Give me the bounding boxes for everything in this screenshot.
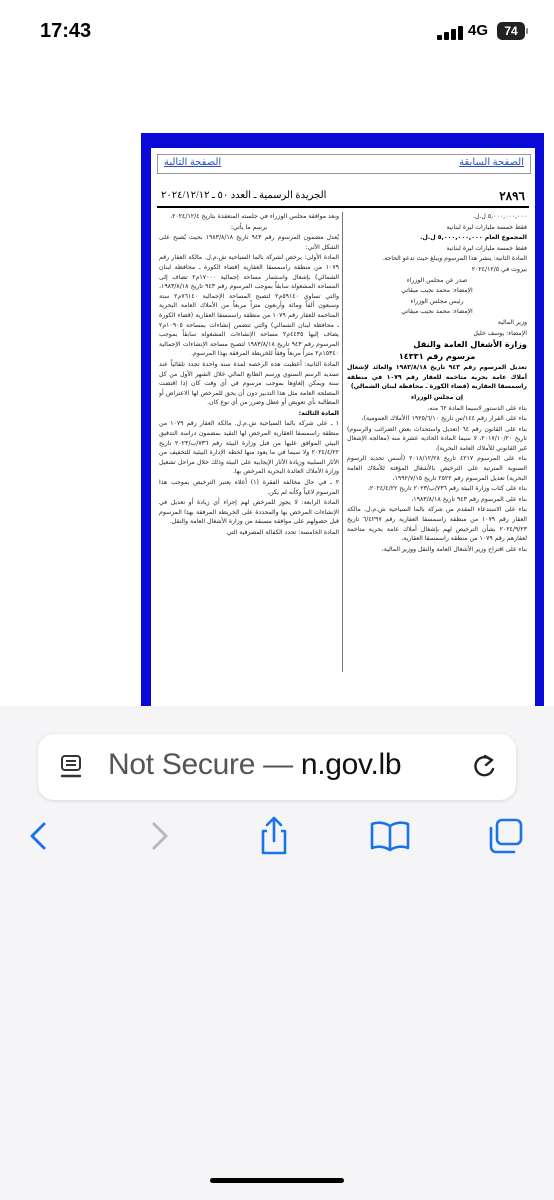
paragraph: بناء على المرسوم ٤٢١٧ تاريخ ٢٠١٨/١٢/٢٨ (أسس تحديد الرسوم السنوية المترتبة على الترخيص بالأشغال المؤقتة للأملاك العامة البحرية) تعديل المرسوم رقم ٢٥٢٢ تاريخ ١٩٩٢/٧/١٥، <box>347 455 527 482</box>
tabs-icon[interactable] <box>484 814 528 858</box>
ministry-heading: وزارة الأشغال العامة والنقل <box>413 339 527 350</box>
paragraph: رئيس مجلس الوزراء <box>410 297 464 305</box>
url-text[interactable] <box>108 748 401 782</box>
paragraph: المادة الأولى: يرخص لشركة بالما السياحية ش.م.ل. مالكة العقار رقم ١٠٧٩ من منطقة راسمسقا العقارية (قضاء الكورة ـ محافظة لبنان الشمالي) بإشغال واستثمار مساحة إجمالية ١٧٠٠٠م٢ تضاف إلى المساحة المشغولة سابقاً بموجب المرسوم رقم ٩٤٣ تاريخ ١٩٨٣/٨/١٨، والتي تساوي ٥٩١٤٠م٢ لتصبح المساحة الإجمالية ٧٦١٤٠م٢ ستة وسبعون ألفاً ومائة وأربعون متراً مربعاً من الأملاك العامة البحرية المتاخمة للعقار رقم ١٠٧٩ من منطقة راسمسقا العقارية (قضاء الكورة ـ محافظة لبنان الشمالي) والتي تتضمن إنشاءات بمساحة ١٠٩٠٥م٢ يضاف إليها ٤٤٣٥م٢ مساحة الإنشاءات المشغولة سابقاً بموجب المرسوم رقم ٩٤٣ تاريخ ١٩٨٣/٨/١٨ لتصبح مساحة الإنشاءات الإجمالية ١٥٣٤٠م٢ متراً مربعاً وفقاً للخريطة المرفقة بهذا المرسوم. <box>159 254 339 358</box>
paragraph: بناء على القانون رقم ٦٤ (تعديل واستحداث بعض الضرائب والرسوم) تاريخ ٢٠١٧/١٠/٢٠، لا سيما المادة الحادية عشرة منه (معالجة الإشغال غير القانوني للأملاك العامة البحرية)، <box>347 425 527 452</box>
paragraph: المادة الرابعة: لا يجوز للمرخص لهم إجراء أي زيادة أو تعديل في الإنشاءات المرخص بها والمحددة على الخريطة المرفقة بهذا المرسوم قبل حصولهم على موافقة مسبقة من وزارة الأشغال العامة والنقل. <box>159 499 339 526</box>
decree-title: تعديل المرسوم رقم ٩٤٣ تاريخ ١٩٨٣/٨/١٨ والعائد لإشغال أملاك عامة بحرية متاخمة للعقار رقم ١٠٧٩ في منطقة راسمسقا العقارية (قضاء الكورة ـ محافظة لبنان الشمالي) <box>347 364 527 391</box>
share-icon[interactable] <box>252 814 296 858</box>
issue-line: الجريدة الرسمية ـ العدد ٥٠ ـ ٢٠٢٤/١٢/١٢ <box>161 190 327 201</box>
web-content[interactable] <box>0 64 554 706</box>
paragraph: بيروت في ٢٠٢٤/١٢/٥ <box>471 265 527 273</box>
paragraph: بناء على كتاب وزارة البيئة رقم ٧٣٦/ب/٢٠٢٣ تاريخ ٢٠٢٤/٤/٢٢، <box>367 485 527 493</box>
paragraph: وزير المالية <box>497 318 527 326</box>
right-column <box>347 212 527 672</box>
gazette-header <box>157 188 529 208</box>
prev-page-link[interactable]: الصفحة السابقة <box>459 157 524 168</box>
paragraph: بناء على اقتراح وزير الأشغال العامة والنقل ووزير المالية، <box>381 545 527 553</box>
page-nav-top <box>157 154 531 174</box>
bottom-toolbar <box>0 812 554 872</box>
paragraph: بناء على المرسوم رقم ٩٤٣ تاريخ ١٩٨٣/٨/١٨، <box>411 495 527 503</box>
paragraph: إن مجلس الوزراء <box>410 393 463 401</box>
forward-icon[interactable] <box>136 814 180 858</box>
url-domain: n.gov.lb <box>300 748 402 781</box>
paragraph: المادة الثانية: أعطيت هذه الرخصة لمدة سنة واحدة تجدد تلقائياً عند تسديد الرسم السنوي ورسم الطابع المالي خلال الشهر الأول من كل سنة ويمكن إلغاؤها بموجب مرسوم في أي وقت كان إذا اقتضت المصلحة العامة مثل هذا التدبير دون أن يحق للمرخص لها الاعتراض أو المطالبة بأي تعويض أو عطل وضرر من أي نوع كان. <box>159 360 339 407</box>
paragraph: يرسم ما يأتي: <box>230 223 268 231</box>
paragraph: فقط خمسة مليارات ليرة لبنانية <box>446 244 527 252</box>
paragraph: بناء على القرار رقم ١٤٤/س تاريخ ١٩٢٥/٦/١٠ (الأملاك العمومية)، <box>361 415 527 423</box>
reload-icon[interactable] <box>470 752 498 782</box>
paragraph: صدر عن مجلس الوزراء <box>406 276 468 284</box>
gazette-page <box>151 148 535 734</box>
paragraph: الإمضاء: محمد نجيب ميقاتي <box>401 308 473 316</box>
page-menu-icon[interactable] <box>60 754 82 780</box>
network-type: 4G <box>468 22 489 39</box>
status-bar <box>0 0 554 64</box>
back-icon[interactable] <box>18 814 62 858</box>
paragraph: ١ ـ على شركة بالما السياحية ش.م.ل. مالكة العقار رقم ١٠٧٩ من منطقة راسمسقا العقارية المرخص لها التقيد بمضمون دراسة التدقيق البيئي الموافق عليها من قبل وزارة البيئة رقم ٧٣٦/ب/٢٠٢٣ تاريخ ٢٠٢٤/٤/٢٢ ولا سيما في ما يعود منها لخطة الإدارة البيئية للتخفيف من الآثار السلبية وزيادة الآثار الإيجابية على البيئة وذلك خلال مراحل تشغيل وزارة الأملاك العائدة البحرية المرخص بها. <box>159 420 339 476</box>
paragraph: المادة الخامسة: تحدد الكفالة المصرفية التي <box>226 529 339 536</box>
home-indicator <box>210 1178 344 1183</box>
next-page-link[interactable]: الصفحة التالية <box>164 157 222 168</box>
status-time: 17:43 <box>40 20 92 42</box>
safari-bottom-bar <box>0 706 554 1200</box>
paragraph: المادة الثالثة: <box>298 409 339 417</box>
security-warning: Not Secure — <box>108 748 301 781</box>
paragraph: وبعد موافقة مجلس الوزراء في جلسته المنعقدة بتاريخ ٢٠٢٤/١٢/٤، <box>170 213 339 220</box>
left-column <box>159 212 339 672</box>
cellular-signal-icon <box>437 24 463 40</box>
paragraph: المجموع العام ٥,٠٠٠,٠٠٠,٠٠٠ ل.ل. <box>420 234 527 242</box>
paragraph: يُعدل مضمون المرسوم رقم ٩٤٣ تاريخ ١٩٨٣/٨/١٨ بحيث يُصبح على الشكل الآتي: <box>159 234 339 251</box>
paragraph: بناء على الدستور لاسيما المادة ٦٢ منه، <box>427 404 527 412</box>
address-bar[interactable] <box>38 734 516 800</box>
paragraph: بناء على الاستدعاء المقدم من شركة بالما السياحية ش.م.ل. مالكة العقار رقم ١٠٧٩ من منطقة راسمسقا العقارية رقم ٦/٤٢٩٧ تاريخ ٢٠٢٤/٩/٢٣ بشأن الترخيص لهم بإشغال أملاك عامة بحرية متاخمة لعقارهم رقم ١٠٧٩ من منطقة راسمسقا العقارية، <box>347 506 527 543</box>
decree-number: مرسوم رقم ١٤٣٣١ <box>398 351 476 362</box>
paragraph: المادة الثانية: ينشر هذا المرسوم ويبلغ حيث تدعو الحاجة. <box>382 255 527 263</box>
paragraph: فقط خمسة مليارات ليرة لبنانية <box>446 223 527 231</box>
bookmarks-icon[interactable] <box>368 814 412 858</box>
paragraph: الإمضاء: يوسف خليل <box>473 329 527 337</box>
column-divider <box>342 212 343 672</box>
page-number: ٢٨٩٦ <box>499 189 525 203</box>
paragraph: ٢ ـ في حال مخالفة الفقرة (١) أعلاه يعتبر الترخيص بموجب هذا المرسوم لاغياً وكأنه لم يكن. <box>159 479 339 496</box>
paragraph: ٥,٠٠٠,٠٠٠,٠٠٠ ل.ل. <box>472 213 527 220</box>
battery-icon: 74 <box>497 22 525 40</box>
paragraph: الإمضاء: محمد نجيب ميقاتي <box>401 287 473 295</box>
